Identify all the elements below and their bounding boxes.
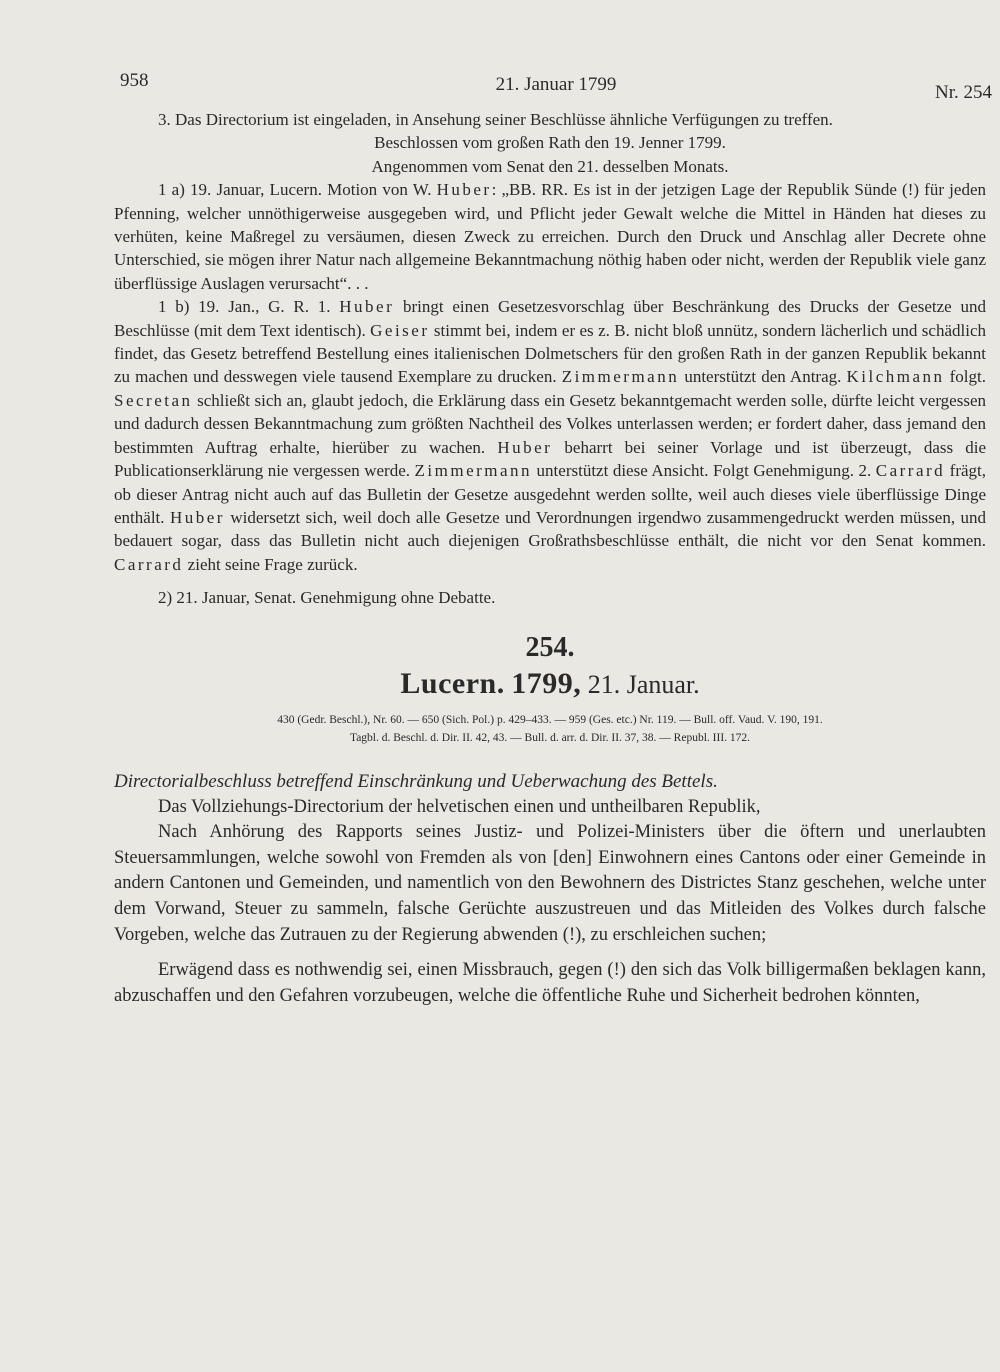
running-header	[120, 70, 992, 103]
decree-paragraph-2: Erwägend dass es nothwendig sei, einen Missbrauch, gegen (!) den sich das Volk billigermaßen beklagen kann, abzuschaffen und den Gefahren vorzubeugen, welche die öffentliche Ruhe und Sicherheit bedrohen könnten,	[114, 960, 986, 1006]
decree-intro: Das Vollziehungs-Directorium der helvetischen einen und untheilbaren Republik,	[158, 796, 761, 817]
note-text: unterstützt den Antrag.	[679, 367, 847, 387]
speaker-name: Huber	[497, 437, 553, 457]
document-title: Directorialbeschluss betreffend Einschränkung und Ueberwachung des Bettels.	[114, 770, 718, 792]
note-text: folgt.	[944, 367, 986, 387]
page-body	[114, 108, 986, 1009]
note-text: widersetzt sich, weil doch alle Gesetze und Verordnungen irgendwo zusammengedruckt werden müssen, und bedauert sogar, dass das Bulletin nicht auch diejenigen Großrathsbeschlüsse enthält, die nicht vor den Senat kommen.	[114, 507, 987, 551]
speaker-name: Secretan	[114, 390, 193, 410]
note-1a	[114, 178, 986, 295]
document-city: Lucern.	[400, 666, 505, 700]
document-number: 254.	[525, 631, 575, 663]
speaker-name: Zimmermann	[414, 461, 533, 481]
document-date: 21. Januar.	[587, 669, 700, 699]
note-text: 1 b) 19. Jan., G. R. 1.	[158, 297, 340, 317]
resolution-senate: Angenommen vom Senat den 21. desselben Monats.	[371, 156, 729, 176]
article-3: 3. Das Directorium ist eingeladen, in Ansehung seiner Beschlüsse ähnliche Verfügungen zu treffen.	[158, 110, 833, 129]
note-text: beharrt bei seiner Vorlage und ist überzeugt, dass die Publicationserklärung nie vergessen werde.	[114, 437, 986, 481]
speaker-name: Carrard	[114, 554, 184, 574]
speaker-name: Zimmermann	[561, 367, 680, 387]
document-year: 1799,	[511, 666, 582, 700]
source-references	[114, 711, 986, 747]
document-place-date	[114, 664, 986, 705]
note-1b	[114, 295, 986, 576]
speaker-name: Huber	[339, 297, 395, 317]
note-text: stimmt bei, indem er es z. B. nicht bloß unnütz, sondern lächerlich und schädlich findet, das Gesetz betreffend Bestellung eines italienischen Dolmetschers für den großen Rath in der ganzen Republik bekannt zu machen und desswegen viele tausend Exemplare zu drucken.	[114, 320, 986, 387]
decree-text	[114, 795, 986, 1010]
source-line-2: Tagbl. d. Beschl. d. Dir. II. 42, 43. — Bull. d. arr. d. Dir. II. 37, 38. — Republ. III. 172.	[349, 731, 751, 744]
note-text: unterstützt diese Ansicht. Folgt Genehmigung. 2.	[532, 461, 876, 481]
note-text: bringt einen Gesetzesvorschlag über Beschränkung des Drucks der Gesetze und Beschlüsse (mit dem Text identisch).	[114, 297, 986, 340]
speaker-name: Carrard	[875, 461, 946, 481]
header-doc-number: Nr. 254	[935, 82, 992, 103]
note-1a-text: : „BB. RR. Es ist in der jetzigen Lage der Republik Sünde (!) für jeden Pfenning, welcher unnöthigerweise ausgegeben wird, und Pflicht jeder Gewalt welche die Mittel in Händen hat dieses zu verhüten, keine Maßregel zu versäumen, diesen Zweck zu erreichen. Durch den Druck und Anschlag aller Decrete ohne Unterschied, sie mögen ihrer Natur nach allgemeine Bekanntmachung nöthig haben oder nicht, werden der Republik viele ganz überflüssige Auslagen verursacht“. . .	[114, 180, 986, 293]
note-text: zieht seine Frage zurück.	[183, 554, 358, 574]
header-date: 21. Januar 1799	[495, 74, 617, 95]
resolution-grand-council: Beschlossen vom großen Rath den 19. Jenner 1799.	[374, 133, 726, 153]
speaker-name: Geiser	[370, 320, 430, 340]
note-text: schließt sich an, glaubt jedoch, die Erklärung dass ein Gesetz bekanntgemacht werden solle, dürfte leicht vergessen und dadurch dessen Bekanntmachung zum größten Nachtheil des Volkes unterlassen werden; er fordert daher, dass jemand den bestimmten Auftrag erhalte, hierüber zu wachen.	[114, 390, 986, 457]
decree-paragraph-1: Nach Anhörung des Rapports seines Justiz- und Polizei-Ministers über die öftern und unerlaubten Steuersammlungen, welche sowohl von Fremden als von [den] Einwohnern eines Cantons oder einer Gemeinde in andern Cantonen und Gemeinden, und namentlich von den Bewohnern des Districtes Stanz geschehen, welche unter dem Vorwand, Steuer zu sammeln, falsche Gerüchte auszustreuen und das Mitleiden des Volkes durch falsche Vorgeben, welche das Zutrauen zu der Regierung abwenden (!), zu erschleichen suchen;	[114, 822, 986, 945]
note-text: frägt, ob dieser Antrag nicht auch auf das Bulletin der Gesetze ausgedehnt werden sollte, weil auch dieses viele überflüssige Dinge enthält.	[114, 461, 987, 527]
speaker-name: Huber	[169, 507, 225, 527]
note-2: 2) 21. Januar, Senat. Genehmigung ohne Debatte.	[158, 588, 496, 608]
note-1a-intro: 1 a) 19. Januar, Lucern. Motion von W.	[158, 180, 437, 200]
speaker-name: Kilchmann	[846, 367, 945, 387]
page-number: 958	[120, 70, 149, 91]
speaker-name: Huber	[436, 180, 492, 200]
source-line-1: 430 (Gedr. Beschl.), Nr. 60. — 650 (Sich. Pol.) p. 429–433. — 959 (Ges. etc.) Nr. 119. — Bull. off. Vaud. V. 190, 191.	[277, 713, 823, 726]
